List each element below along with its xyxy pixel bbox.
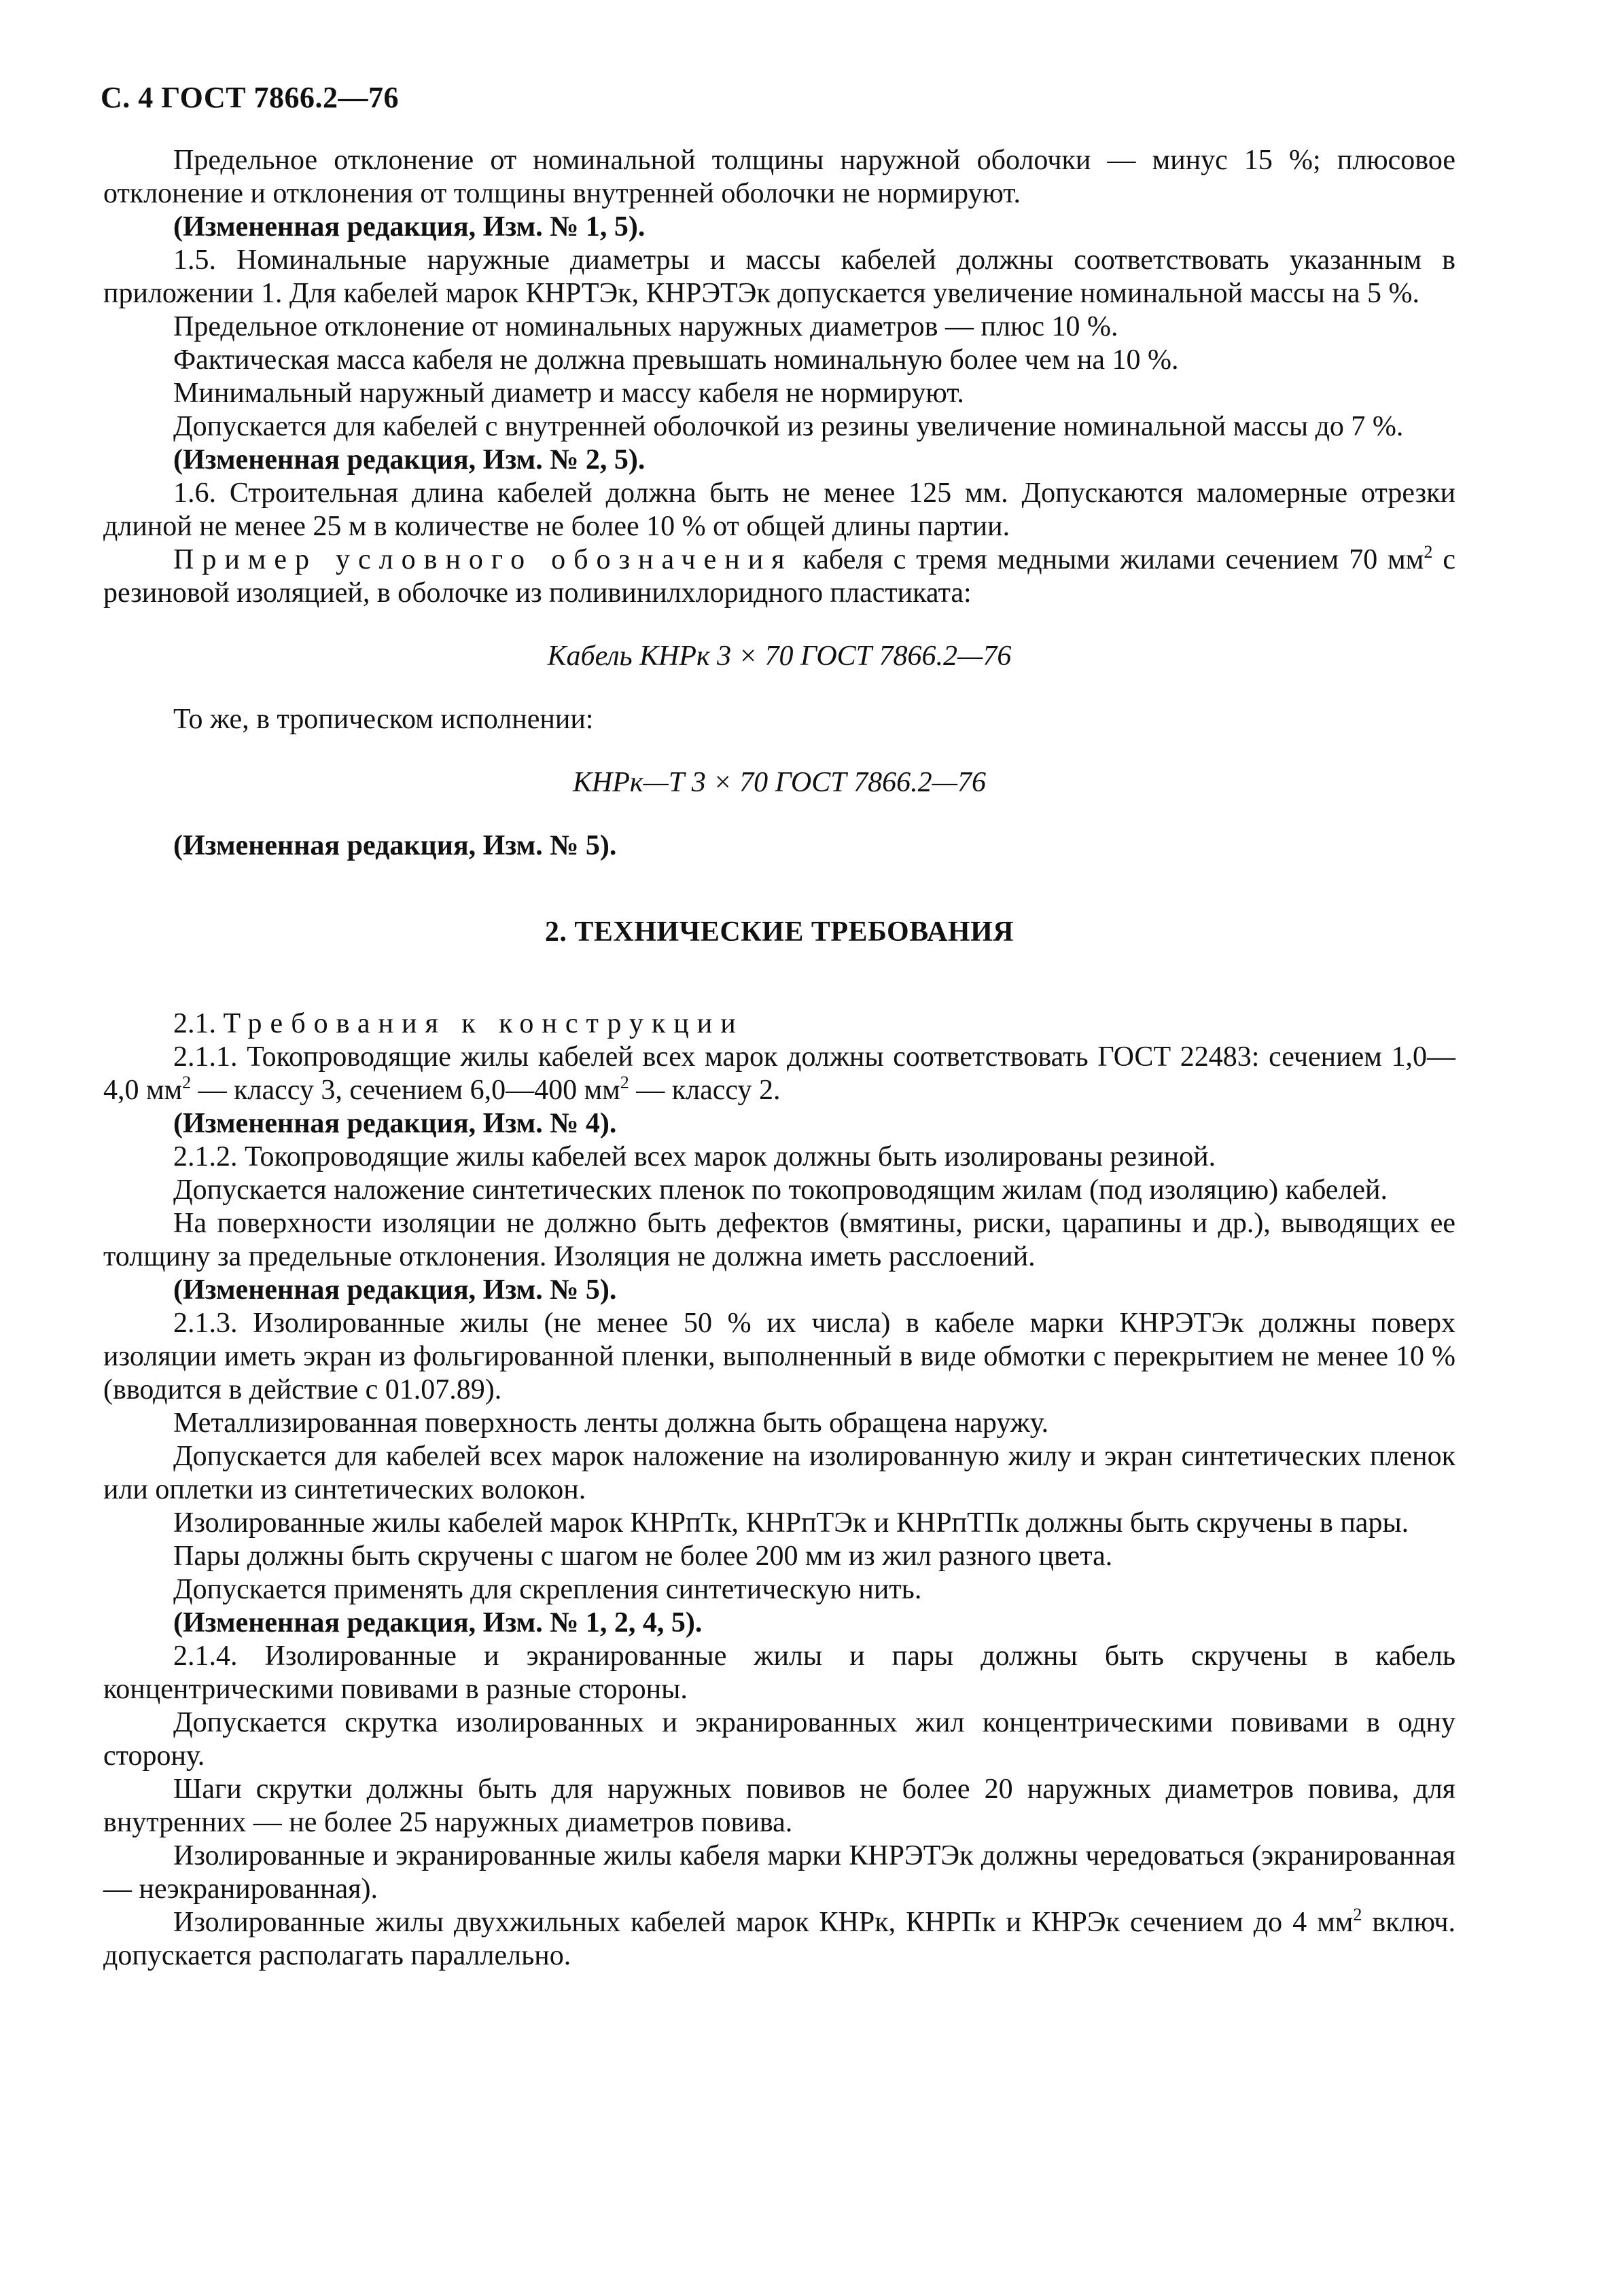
paragraph: Минимальный наружный диаметр и массу кабеля не нормируют. bbox=[173, 378, 964, 409]
designation-example bbox=[103, 543, 1455, 610]
paragraph: Допускается для кабелей с внутренней оболочкой из резины увеличение номинальной массы до 7 %. bbox=[173, 411, 1404, 442]
text-run: кабеля с тремя медными жилами сечением 70 мм bbox=[792, 544, 1424, 575]
paragraph: Предельное отклонение от номинальной толщины наружной оболочки — минус 15 %; плюсовое отклонение и отклонения от толщины внутренней оболочки не нормируют. bbox=[103, 145, 1455, 209]
paragraph bbox=[103, 1906, 1455, 1973]
text-run: 2.1.1. Токопроводящие жилы кабелей всех марок должны соответствовать ГОСТ 22483: сечением 1,0—4,0 мм bbox=[103, 1041, 1455, 1106]
paragraph: Допускается наложение синтетических пленок по токопроводящим жилам (под изоляцию) кабелей. bbox=[173, 1174, 1388, 1206]
text-run: — классу 2. bbox=[629, 1075, 781, 1106]
paragraph: Изолированные и экранированные жилы кабеля марки КНРЭТЭк должны чередоваться (экранированная — неэкранированная). bbox=[103, 1840, 1455, 1905]
paragraph: Фактическая масса кабеля не должна превышать номинальную более чем на 10 %. bbox=[173, 344, 1179, 376]
paragraph: Допускается скрутка изолированных и экранированных жил концентрическими повивами в одну сторону. bbox=[103, 1707, 1455, 1772]
amendment-note: (Измененная редакция, Изм. № 1, 2, 4, 5). bbox=[173, 1607, 703, 1638]
spaced-term: Требования к конструкции bbox=[223, 1008, 744, 1039]
paragraph: Шаги скрутки должны быть для наружных повивов не более 20 наружных диаметров повива, для внутренних — не более 25 наружных диаметров повива. bbox=[103, 1774, 1455, 1838]
text-run: включ. допускается располагать параллельно. bbox=[103, 1907, 1455, 1971]
paragraph: Допускается для кабелей всех марок наложение на изолированную жилу и экран синтетических пленок или оплетки из синтетических волокон. bbox=[103, 1441, 1455, 1505]
paragraph-2-1-3: 2.1.3. Изолированные жилы (не менее 50 % их числа) в кабеле марки КНРЭТЭк должны поверх изоляции иметь экран из фольгированной пленки, выполненный в виде обмотки с перекрытием не менее 10 % (вводится в действие с 01.07.89). bbox=[103, 1308, 1455, 1405]
superscript: 2 bbox=[620, 1073, 629, 1092]
designation-formula: Кабель КНРк 3 × 70 ГОСТ 7866.2—76 bbox=[547, 641, 1012, 672]
amendment-note: (Измененная редакция, Изм. № 1, 5). bbox=[173, 211, 646, 243]
paragraph: Изолированные жилы кабелей марок КНРпТк, КНРпТЭк и КНРпТПк должны быть скручены в пары. bbox=[173, 1507, 1409, 1539]
superscript: 2 bbox=[1424, 542, 1433, 562]
amendment-note: (Измененная редакция, Изм. № 5). bbox=[173, 830, 617, 861]
paragraph: Предельное отклонение от номинальных наружных диаметров — плюс 10 %. bbox=[173, 311, 1118, 342]
text-run: 2.1. bbox=[173, 1008, 224, 1039]
designation-formula-tropical: КНРк—Т 3 × 70 ГОСТ 7866.2—76 bbox=[573, 767, 986, 798]
paragraph-2-1-1 bbox=[103, 1041, 1455, 1107]
paragraph: Пары должны быть скручены с шагом не более 200 мм из жил разного цвета. bbox=[173, 1541, 1113, 1572]
page-header: С. 4 ГОСТ 7866.2—76 bbox=[101, 81, 400, 114]
paragraph: Металлизированная поверхность ленты должна быть обращена наружу. bbox=[173, 1407, 1049, 1439]
paragraph-2-1-4: 2.1.4. Изолированные и экранированные жилы и пары должны быть скручены в кабель концентрическими повивами в разные стороны. bbox=[103, 1640, 1455, 1705]
subsection-heading bbox=[103, 1007, 1455, 1041]
paragraph: На поверхности изоляции не должно быть дефектов (вмятины, риски, царапины и др.), выводящих ее толщину за предельные отклонения. Изоляция не должна иметь расслоений. bbox=[103, 1208, 1455, 1272]
superscript: 2 bbox=[1353, 1905, 1362, 1924]
amendment-note: (Измененная редакция, Изм. № 4). bbox=[173, 1108, 617, 1139]
text-run: Изолированные жилы двухжильных кабелей марок КНРк, КНРПк и КНРЭк сечением до 4 мм bbox=[173, 1907, 1354, 1938]
paragraph-1-5: 1.5. Номинальные наружные диаметры и массы кабелей должны соответствовать указанным в приложении 1. Для кабелей марок КНРТЭк, КНРЭТЭк допускается увеличение номинальной массы на 5 %. bbox=[103, 245, 1455, 309]
paragraph-2-1-2: 2.1.2. Токопроводящие жилы кабелей всех марок должны быть изолированы резиной. bbox=[173, 1141, 1216, 1172]
section-title: 2. ТЕХНИЧЕСКИЕ ТРЕБОВАНИЯ bbox=[544, 916, 1014, 948]
text-run: — классу 3, сечением 6,0—400 мм bbox=[191, 1075, 620, 1106]
superscript: 2 bbox=[182, 1073, 192, 1092]
paragraph: Допускается применять для скрепления синтетическую нить. bbox=[173, 1574, 922, 1605]
paragraph: То же, в тропическом исполнении: bbox=[173, 704, 594, 735]
amendment-note: (Измененная редакция, Изм. № 5). bbox=[173, 1274, 617, 1306]
document-body bbox=[103, 144, 1455, 1973]
text-run: с резиновой изоляцией, в оболочке из поливинилхлоридного пластиката: bbox=[103, 544, 1455, 609]
amendment-note: (Измененная редакция, Изм. № 2, 5). bbox=[173, 444, 646, 476]
spaced-term: Пример условного обозначения bbox=[173, 544, 793, 575]
paragraph-1-6: 1.6. Строительная длина кабелей должна быть не менее 125 мм. Допускаются маломерные отрезки длиной не менее 25 м в количестве не более 10 % от общей длины партии. bbox=[103, 478, 1455, 542]
